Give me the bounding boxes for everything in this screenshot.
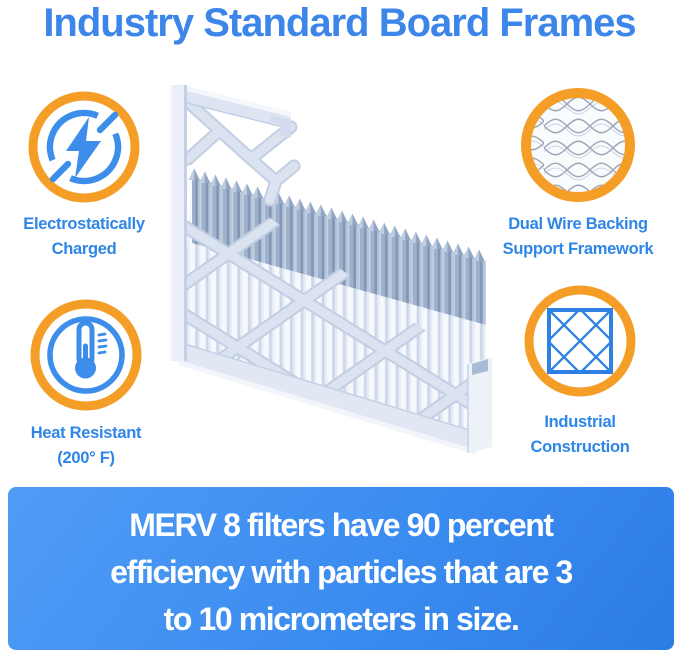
banner-line-1: MERV 8 filters have 90 percent [129,507,553,543]
air-filter-product-image [158,58,503,458]
page-title: Industry Standard Board Frames [43,1,636,45]
feature-label-electrostatic: Electrostatically Charged [23,215,145,258]
merv-info-banner [8,487,674,650]
feature-label-wire-backing: Dual Wire Backing Support Framework [502,215,654,258]
lattice-square-icon [523,284,637,398]
thermometer-icon [29,298,143,412]
feature-label-industrial: Industrial Construction [530,413,630,456]
banner-line-3: to 10 micrometers in size. [163,601,519,637]
wire-mesh-icon [521,88,635,202]
lightning-circle-icon [27,90,141,204]
banner-line-2: efficiency with particles that are 3 [110,554,572,590]
feature-label-heat-resistant: Heat Resistant (200° F) [30,424,142,467]
